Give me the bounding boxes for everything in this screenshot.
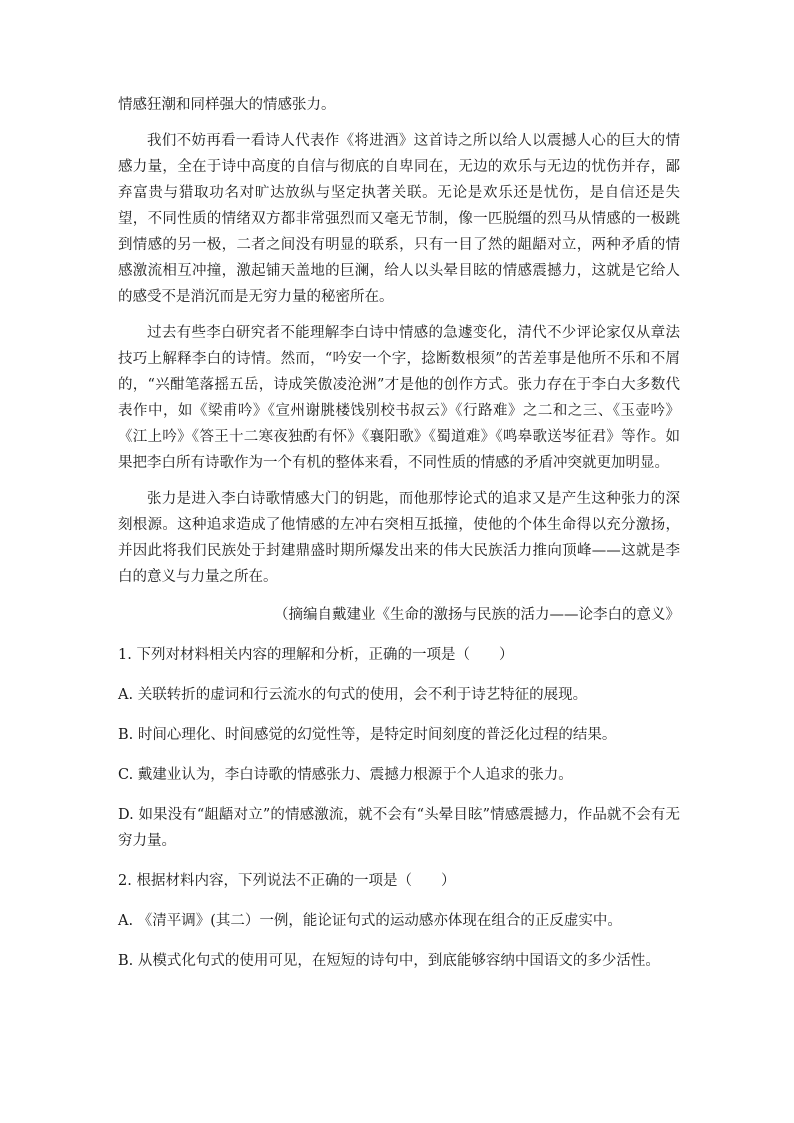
question-1-option-b: B. 时间心理化、时间感觉的幻觉性等，是特定时间刻度的普泛化过程的结果。 [118,727,617,743]
question-2-option-a: A. 《清平调》(其二）一例，能论证句式的运动感亦体现在组合的正反虚实中。 [118,913,622,929]
question-1-option-d: D. 如果没有“龃龉对立”的情感激流，就不会有“头晕目眩”情感震撼力，作品就不会有无穷力量。 [118,807,680,849]
question-1-stem: 1. 下列对材料相关内容的理解和分析，正确的一项是（ ） [118,647,514,663]
paragraph: 张力是进入李白诗歌情感大门的钥匙，而他那悖论式的追求又是产生这种张力的深刻根源。这种追求造成了他情感的左冲右突相互抵撞，使他的个体生命得以充分激扬，并因此将我们民族处于封建鼎盛时期所爆发出来的伟大民族活力推向顶峰——这就是李白的意义与力量之所在。 [118,491,680,585]
paragraph: 过去有些李白研究者不能理解李白诗中情感的急遽变化，清代不少评论家仅从章法技巧上解释李白的诗情。然而，“吟安一个字，捻断数根须”的苦差事是他所不乐和不屑的，“兴酣笔落摇五岳，诗成笑傲凌沧洲”才是他的创作方式。张力存在于李白大多数代表作中，如《梁甫吟》《宣州谢朓楼饯别校书叔云》《行路难》之二和之三、《玉壶吟》《江上吟》《答王十二寒夜独酌有怀》《襄阳歌》《蜀道难》《鸣皋歌送岑征君》等作。如果把李白所有诗歌作为一个有机的整体来看，不同性质的情感的矛盾冲突就更加明显。 [118,325,680,471]
question-1-option-a: A. 关联转折的虚词和行云流水的句式的使用，会不利于诗艺特征的展现。 [118,687,588,703]
question-2-option-b: B. 从模式化句式的使用可见，在短短的诗句中，到底能够容纳中国语文的多少活性。 [118,953,660,969]
document-body [118,92,680,974]
question-2-stem: 2. 根据材料内容，下列说法不正确的一项是（ ） [118,873,456,889]
paragraph: 我们不妨再看一看诗人代表作《将进酒》这首诗之所以给人以震撼人心的巨大的情感力量，全在于诗中高度的自信与彻底的自卑同在，无边的欢乐与无边的忧伤并存，鄙弃富贵与猎取功名对旷达放纵与坚定执著关联。无论是欢乐还是忧伤，是自信还是失望，不同性质的情绪双方都非常强烈而又毫无节制，像一匹脱缰的烈马从情感的一极跳到情感的另一极，二者之间没有明显的联系，只有一目了然的龃龉对立，两种矛盾的情感激流相互冲撞，激起铺天盖地的巨澜，给人以头晕目眩的情感震撼力，这就是它给人的感受不是消沉而是无穷力量的秘密所在。 [118,133,680,305]
question-1-option-c: C. 戴建业认为，李白诗歌的情感张力、震撼力根源于个人追求的张力。 [118,767,573,783]
source-citation: （摘编自戴建业《生命的激扬与民族的活力——论李白的意义》 [274,607,680,623]
paragraph-continuation: 情感狂潮和同样强大的情感张力。 [118,97,336,113]
